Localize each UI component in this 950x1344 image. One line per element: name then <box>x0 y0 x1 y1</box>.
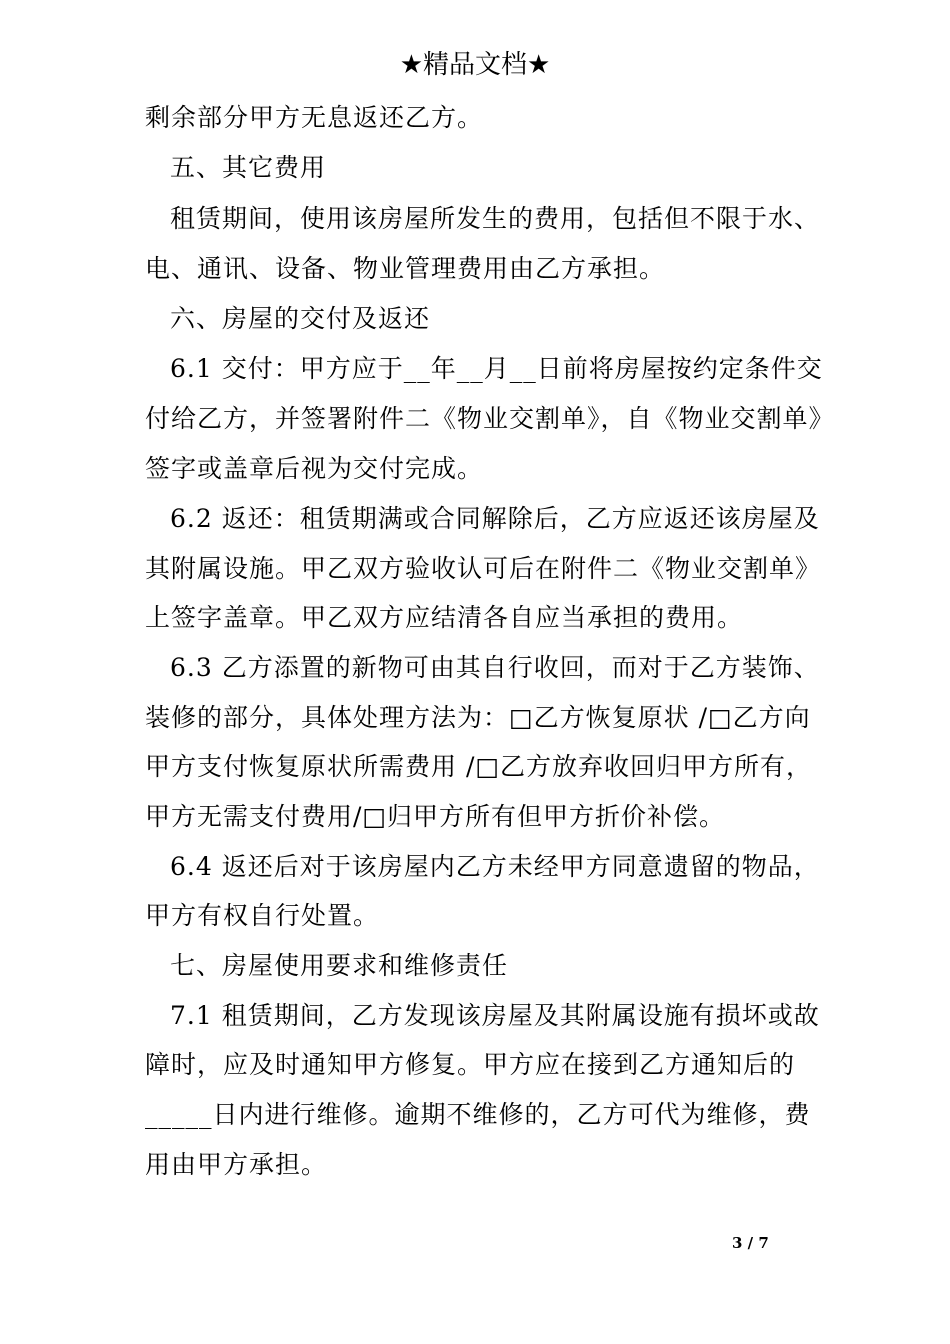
text-line: _____日内进行维修。逾期不维修的，乙方可代为维修，费 <box>145 1100 811 1129</box>
text-line: 7.1 租赁期间，乙方发现该房屋及其附属设施有损坏或故 <box>170 1001 820 1030</box>
text-line: 装修的部分，具体处理方法为：□乙方恢复原状 /□乙方向 <box>145 703 811 732</box>
page-header-title: ★精品文档★ <box>399 50 551 80</box>
text-line: 6.1 交付：甲方应于__年__月__日前将房屋按约定条件交 <box>170 354 823 383</box>
text-line: 剩余部分甲方无息返还乙方。 <box>145 103 484 132</box>
text-line: 障时，应及时通知甲方修复。甲方应在接到乙方通知后的 <box>145 1050 796 1079</box>
text-line: 甲方支付恢复原状所需费用 /□乙方放弃收回归甲方所有， <box>145 752 812 781</box>
text-line: 6.2 返还：租赁期满或合同解除后，乙方应返还该房屋及 <box>170 504 820 533</box>
text-line: 上签字盖章。甲乙双方应结清各自应当承担的费用。 <box>145 603 744 632</box>
section-heading: 五、其它费用 <box>170 153 327 182</box>
text-line: 电、通讯、设备、物业管理费用由乙方承担。 <box>145 254 666 283</box>
text-line: 甲方有权自行处置。 <box>145 901 380 930</box>
section-heading: 七、房屋使用要求和维修责任 <box>170 951 509 980</box>
text-line: 付给乙方，并签署附件二《物业交割单》，自《物业交割单》 <box>145 404 835 433</box>
text-line: 6.3 乙方添置的新物可由其自行收回，而对于乙方装饰、 <box>170 653 820 682</box>
text-line: 其附属设施。甲乙双方验收认可后在附件二《物业交割单》 <box>145 554 822 583</box>
text-line: 签字或盖章后视为交付完成。 <box>145 454 484 483</box>
text-line: 6.4 返还后对于该房屋内乙方未经甲方同意遗留的物品， <box>170 852 820 881</box>
page-number: 3 / 7 <box>732 1234 769 1252</box>
text-line: 租赁期间，使用该房屋所发生的费用，包括但不限于水、 <box>170 204 821 233</box>
text-line: 用由甲方承担。 <box>145 1150 328 1179</box>
text-line: 甲方无需支付费用/□归甲方所有但甲方折价补偿。 <box>145 802 726 831</box>
section-heading: 六、房屋的交付及返还 <box>170 304 431 333</box>
